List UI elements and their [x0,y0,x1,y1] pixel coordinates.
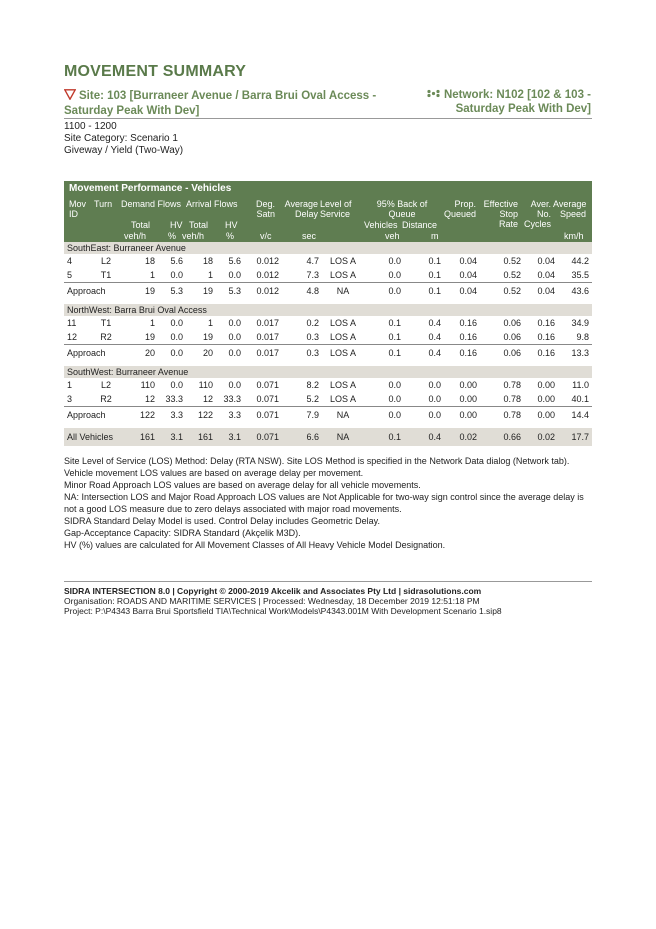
table-cell: 20 [186,345,216,361]
table-cell: 122 [186,407,216,423]
network-title: Network: N102 [102 & 103 - Saturday Peak With Dev] [443,89,591,115]
table-cell: 0.0 [216,345,244,361]
table-cell: 0.0 [170,318,183,328]
table-cell: 1 [207,270,213,280]
col-demand-flows: Demand Flows [121,199,182,209]
table-cell: 1 [67,380,73,390]
table-row [64,254,592,268]
table-cell: 1 [149,318,155,328]
group-header-row [64,366,592,378]
table-cell: 0.0 [228,318,241,328]
table-cell: LOS A [329,318,356,328]
table-cell: 0.0 [228,332,241,342]
unit-veh: veh [385,231,400,241]
table-cell: 122 [120,407,158,423]
table-cell: 12 [67,332,78,342]
table-cell: 3.1 [216,428,244,446]
unit-arrival-total: veh/h [182,231,205,241]
table-cell: 0.06 [503,332,521,342]
table-cell: 0.1 [364,428,404,446]
table-cell: 0.017 [256,318,279,328]
notes-section [64,455,592,551]
table-cell: 0.04 [459,256,477,266]
table-cell: 0.017 [244,345,282,361]
table-cell: 0.3 [282,345,322,361]
approach-row [64,345,592,361]
table-cell: 0.04 [537,256,555,266]
table-cell: 0.02 [444,428,480,446]
col-deg-satn: Deg. Satn [255,199,275,219]
table-cell: 0.66 [480,428,524,446]
table-cell: 3.1 [158,428,186,446]
col-arrival-flows: Arrival Flows [186,199,238,209]
table-cell: 0.0 [170,270,183,280]
table-cell: 0.1 [364,345,404,361]
table-cell: 0.16 [444,345,480,361]
table-cell: 1 [149,270,155,280]
table-cell: 3.3 [216,407,244,423]
table-cell: 0.52 [480,283,524,299]
unit-m: m [431,231,439,241]
unit-vc: v/c [260,231,272,241]
col-vehicles: Vehicles [364,220,398,230]
table-cell: 0.1 [428,256,441,266]
table-row [64,378,592,392]
table-cell: NA [322,283,364,299]
table-cell: 0.0 [170,332,183,342]
table-cell: 0.071 [256,394,279,404]
network-icon [426,89,444,101]
note: Vehicle movement LOS values are based on average delay per movement. [64,468,364,478]
table-cell: 0.1 [388,318,401,328]
site-heading [64,89,394,118]
table-cell: 0.0 [388,270,401,280]
table-cell: 12 [202,394,213,404]
table-cell: 0.0 [388,256,401,266]
table-cell: 0.071 [256,380,279,390]
site-title: Site: 103 [Burraneer Avenue / Barra Brui Oval Access - Saturday Peak With Dev] [64,90,377,117]
unit-demand-hv: % [168,231,177,241]
table-cell: 11.0 [572,380,589,390]
table-cell: 0.0 [388,380,401,390]
col-avg-speed: Average Speed [553,199,587,219]
table-row [64,268,592,283]
table-cell: 44.2 [571,256,589,266]
table-cell: 0.0 [158,345,186,361]
col-aver-no-cycles: Aver. No. Cycles [523,199,551,229]
table-cell: Approach [64,345,120,361]
table-cell: 0.1 [388,332,401,342]
table-cell: 0.00 [537,380,555,390]
note: Minor Road Approach LOS values are based on average delay for all vehicle movements. [64,480,421,490]
table-cell: 0.1 [404,283,444,299]
table-cell: L2 [100,256,111,266]
table-cell: R2 [100,332,112,342]
site-info [64,121,183,157]
table-cell: 0.2 [306,318,319,328]
table-cell: SouthWest: Burraneer Avenue [64,366,592,378]
col-total-2: Total [189,220,209,230]
table-cell: 19 [144,332,155,342]
table-rows [64,242,592,446]
table-cell: 0.04 [537,270,555,280]
table-cell: 0.04 [444,283,480,299]
table-cell: 12 [144,394,155,404]
table-cell: 34.9 [571,318,589,328]
table-cell: 0.78 [503,394,521,404]
table-cell: 18 [202,256,213,266]
table-cell: All Vehicles [64,428,120,446]
table-cell: NA [322,407,364,423]
header-divider [64,118,592,119]
col-mov-id: Mov ID [69,199,87,219]
col-distance: Distance [402,220,438,230]
unit-sec: sec [302,231,317,241]
table-cell: 5.3 [216,283,244,299]
table-cell: 0.0 [364,283,404,299]
table-cell: 3 [67,394,73,404]
note: Site Level of Service (LOS) Method: Delay (RTA NSW). Site LOS Method is specified in the Network Data dialog (Network tab). [64,456,570,466]
table-cell: 0.52 [503,270,521,280]
table-cell: 0.012 [256,270,279,280]
table-cell: 7.9 [282,407,322,423]
table-cell: 0.16 [459,318,477,328]
table-header [64,196,592,242]
table-cell: 1 [207,318,213,328]
table-cell: LOS A [329,394,356,404]
page-title: MOVEMENT SUMMARY [64,63,247,80]
table-cell: 3.3 [158,407,186,423]
table-cell: 0.0 [388,394,401,404]
table-cell: 0.0 [228,380,241,390]
table-cell: 0.1 [428,270,441,280]
table-title: Movement Performance - Vehicles [64,181,592,196]
table-cell: 17.7 [558,428,592,446]
table-cell: 0.00 [459,394,477,404]
table-cell: LOS A [329,256,356,266]
table-cell: 19 [186,283,216,299]
table-cell: 0.4 [404,428,444,446]
footer [64,581,592,616]
table-cell: 161 [186,428,216,446]
table-cell: 110 [140,380,155,390]
col-turn: Turn [94,199,113,209]
group-header-row [64,304,592,316]
table-cell: 0.071 [244,428,282,446]
note: Gap-Acceptance Capacity: SIDRA Standard (Akçelik M3D). [64,528,301,538]
table-cell: 0.071 [244,407,282,423]
table-cell: 0.3 [306,332,319,342]
note: NA: Intersection LOS and Major Road Approach LOS values are Not Applicable for two-way sign control since the average delay is not a good LOS measure due to zero delays associated with major road movements. [64,492,584,514]
table-cell: 110 [198,380,213,390]
col-los: Level of Service [320,199,352,219]
table-cell: 0.4 [404,345,444,361]
table-cell: L2 [100,380,111,390]
unit-kmh: km/h [564,231,584,241]
table-cell: 0.00 [537,394,555,404]
table-cell: 5 [67,270,73,280]
table-cell: 33.3 [165,394,183,404]
approach-row [64,407,592,423]
table-cell: T1 [100,270,112,280]
table-cell: 14.4 [558,407,592,423]
table-cell: Approach [64,407,120,423]
table-cell: 0.0 [228,270,241,280]
col-eff-stop-rate: Effective Stop Rate [483,199,518,229]
table-cell: 5.6 [228,256,241,266]
table-cell: 0.52 [503,256,521,266]
table-row [64,392,592,407]
table-cell: 0.06 [503,318,521,328]
table-cell: 9.8 [576,332,589,342]
note: HV (%) values are calculated for All Movement Classes of All Heavy Vehicle Model Designation. [64,540,446,550]
table-cell: 33.3 [223,394,241,404]
control-type: Giveway / Yield (Two-Way) [64,145,184,156]
col-back-of-queue: 95% Back of Queue [376,199,428,219]
unit-arrival-hv: % [226,231,235,241]
footer-project: Project: P:\P4343 Barra Brui Sportsfield TIA\Technical Work\Models\P4343.001M With Development Scenario 1.sip8 [64,606,502,616]
footer-copyright: SIDRA INTERSECTION 8.0 | Copyright © 2000-2019 Akcelik and Associates Pty Ltd | sidrasolutions.com [64,586,482,596]
table-cell: 0.017 [256,332,279,342]
table-row [64,330,592,345]
table-cell: 40.1 [571,394,589,404]
table-cell: LOS A [322,345,364,361]
table-cell: 0.0 [404,407,444,423]
table-cell: NA [322,428,364,446]
table-cell: 0.16 [524,345,558,361]
col-prop-queued: Prop. Queued [443,199,476,219]
all-vehicles-row [64,428,592,446]
table-cell: 0.78 [480,407,524,423]
table-cell: 0.0 [428,394,441,404]
table-cell: 13.3 [558,345,592,361]
table-cell: 161 [120,428,158,446]
table-cell: 5.6 [170,256,183,266]
table-cell: 8.2 [306,380,319,390]
col-avg-delay: Average Delay [284,199,318,219]
table-cell: 4 [67,256,73,266]
table-cell: LOS A [329,332,356,342]
table-cell: LOS A [329,270,356,280]
table-cell: 19 [120,283,158,299]
table-cell: 0.0 [428,380,441,390]
table-cell: 0.0 [170,380,183,390]
table-cell: 0.012 [244,283,282,299]
table-cell: 6.6 [282,428,322,446]
table-cell: 19 [202,332,213,342]
table-cell: 43.6 [558,283,592,299]
network-heading [391,88,591,116]
note: SIDRA Standard Delay Model is used. Control Delay includes Geometric Delay. [64,516,380,526]
table-cell: 0.16 [459,332,477,342]
table-cell: 0.16 [537,318,555,328]
table-cell: 35.5 [571,270,589,280]
table-cell: 4.8 [282,283,322,299]
time-period: 1100 - 1200 [64,121,117,132]
table-cell: 20 [120,345,158,361]
table-cell: R2 [100,394,112,404]
approach-row [64,283,592,299]
table-cell: LOS A [329,380,356,390]
table-cell: 7.3 [306,270,319,280]
table-cell: 0.00 [459,380,477,390]
table-cell: 0.00 [524,407,558,423]
col-total-1: Total [131,220,151,230]
table-cell: SouthEast: Burraneer Avenue [64,242,592,254]
yield-triangle-icon [64,89,76,104]
table-cell: Approach [64,283,120,299]
table-cell: 0.4 [428,332,441,342]
table-cell: 4.7 [306,256,319,266]
footer-organisation: Organisation: ROADS AND MARITIME SERVICES | Processed: Wednesday, 18 December 2019 12:51:18 PM [64,596,480,606]
movement-table-body [64,242,592,446]
table-cell: 0.04 [524,283,558,299]
table-cell: 0.4 [428,318,441,328]
table-cell: 0.16 [537,332,555,342]
table-cell: 11 [67,318,77,328]
table-cell: 0.02 [524,428,558,446]
table-cell: 0.00 [444,407,480,423]
table-row [64,316,592,330]
table-cell: NorthWest: Barra Brui Oval Access [64,304,592,316]
unit-demand-total: veh/h [124,231,147,241]
col-hv-1: HV [170,220,183,230]
table-cell: 18 [144,256,155,266]
site-category: Site Category: Scenario 1 [64,133,178,144]
group-header-row [64,242,592,254]
col-hv-2: HV [225,220,238,230]
table-cell: 0.0 [364,407,404,423]
table-cell: 0.06 [480,345,524,361]
table-cell: 5.2 [306,394,319,404]
table-cell: 0.012 [256,256,279,266]
table-cell: 5.3 [158,283,186,299]
table-cell: T1 [100,318,112,328]
table-cell: 0.78 [503,380,521,390]
table-cell: 0.04 [459,270,477,280]
movement-performance-table [64,181,592,446]
